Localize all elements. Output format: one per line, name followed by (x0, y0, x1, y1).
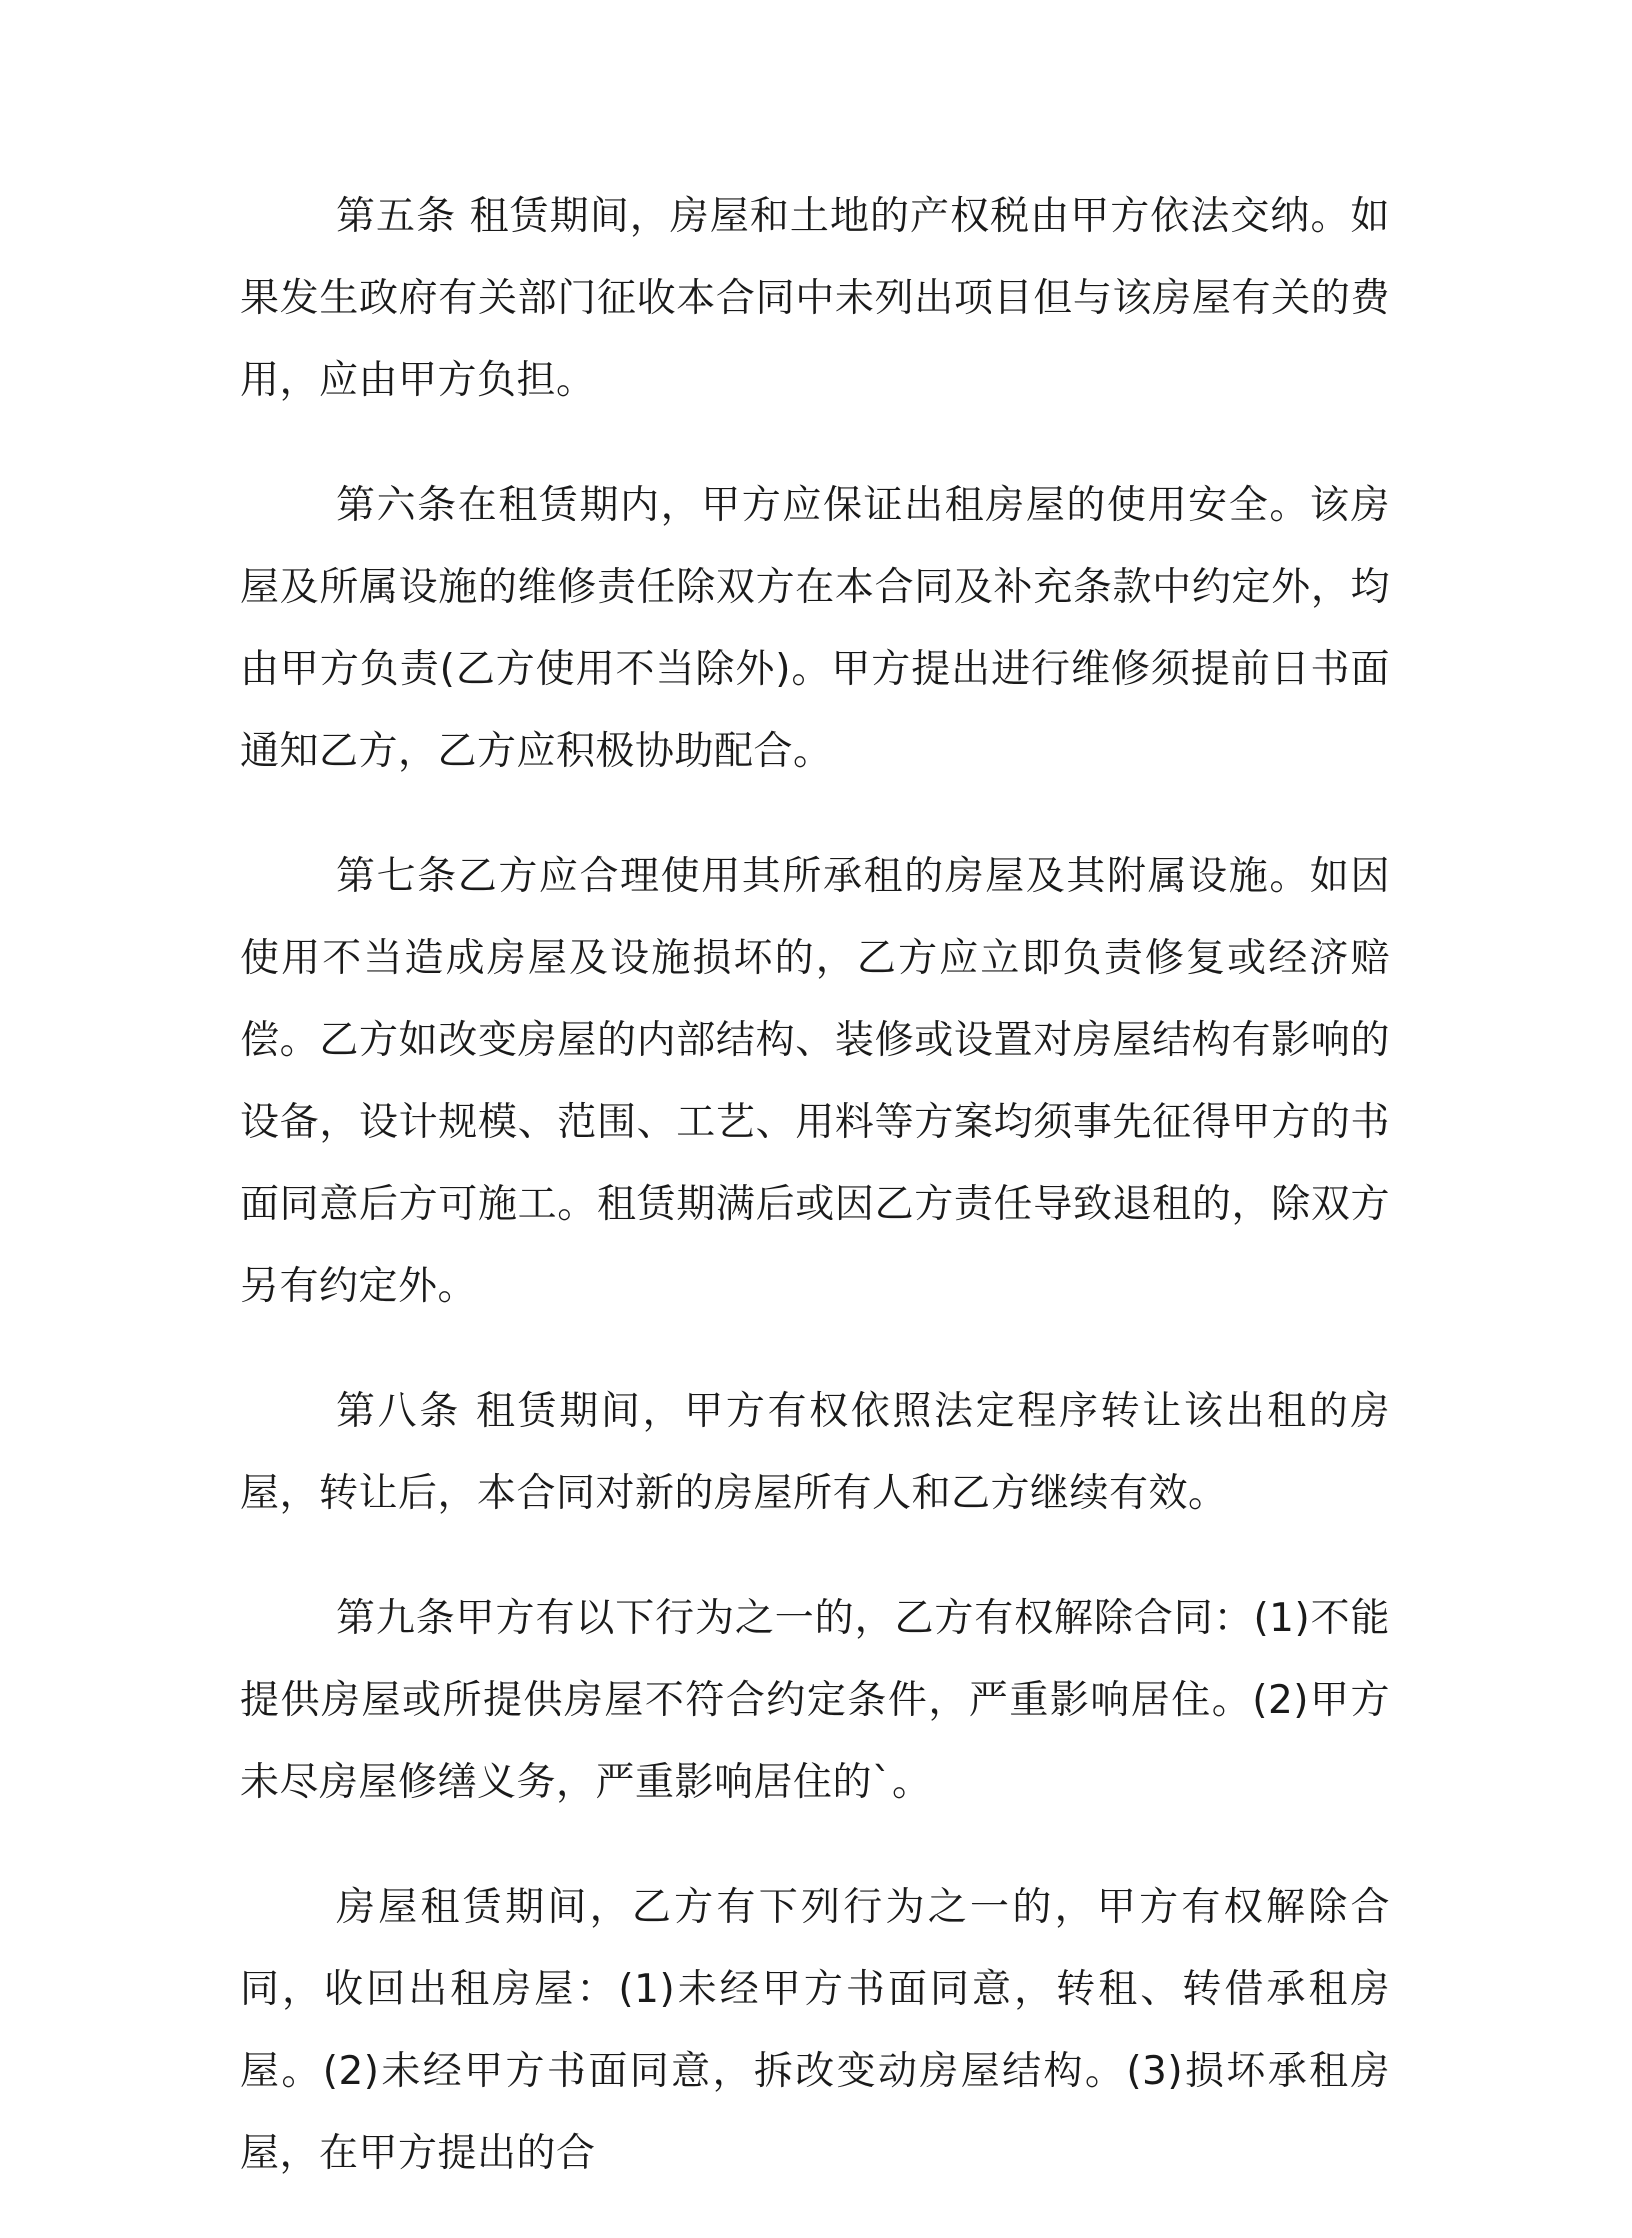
paragraph-article-8: 第八条 租赁期间，甲方有权依照法定程序转让该出租的房屋，转让后，本合同对新的房屋所有人和乙方继续有效。 (240, 1389, 1390, 1516)
paragraph-article-5: 第五条 租赁期间，房屋和土地的产权税由甲方依法交纳。如果发生政府有关部门征收本合同中未列出项目但与该房屋有关的费用，应由甲方负担。 (240, 194, 1390, 403)
document-body (240, 176, 1390, 2238)
paragraph-article-7: 第七条乙方应合理使用其所承租的房屋及其附属设施。如因使用不当造成房屋及设施损坏的，乙方应立即负责修复或经济赔偿。乙方如改变房屋的内部结构、装修或设置对房屋结构有影响的设备，设计规模、范围、工艺、用料等方案均须事先征得甲方的书面同意后方可施工。租赁期满后或因乙方责任导致退租的，除双方另有约定外。 (240, 854, 1390, 1309)
paragraph-article-9: 第九条甲方有以下行为之一的，乙方有权解除合同：(1)不能提供房屋或所提供房屋不符合约定条件，严重影响居住。(2)甲方未尽房屋修缮义务，严重影响居住的`。 (240, 1596, 1390, 1805)
paragraph-article-6: 第六条在租赁期内，甲方应保证出租房屋的使用安全。该房屋及所属设施的维修责任除双方在本合同及补充条款中约定外，均由甲方负责(乙方使用不当除外)。甲方提出进行维修须提前日书面通知乙方，乙方应积极协助配合。 (240, 483, 1390, 774)
paragraph-termination: 房屋租赁期间，乙方有下列行为之一的，甲方有权解除合同，收回出租房屋：(1)未经甲方书面同意，转租、转借承租房屋。(2)未经甲方书面同意，拆改变动房屋结构。(3)损坏承租房屋，在甲方提出的合 (240, 1885, 1390, 2176)
